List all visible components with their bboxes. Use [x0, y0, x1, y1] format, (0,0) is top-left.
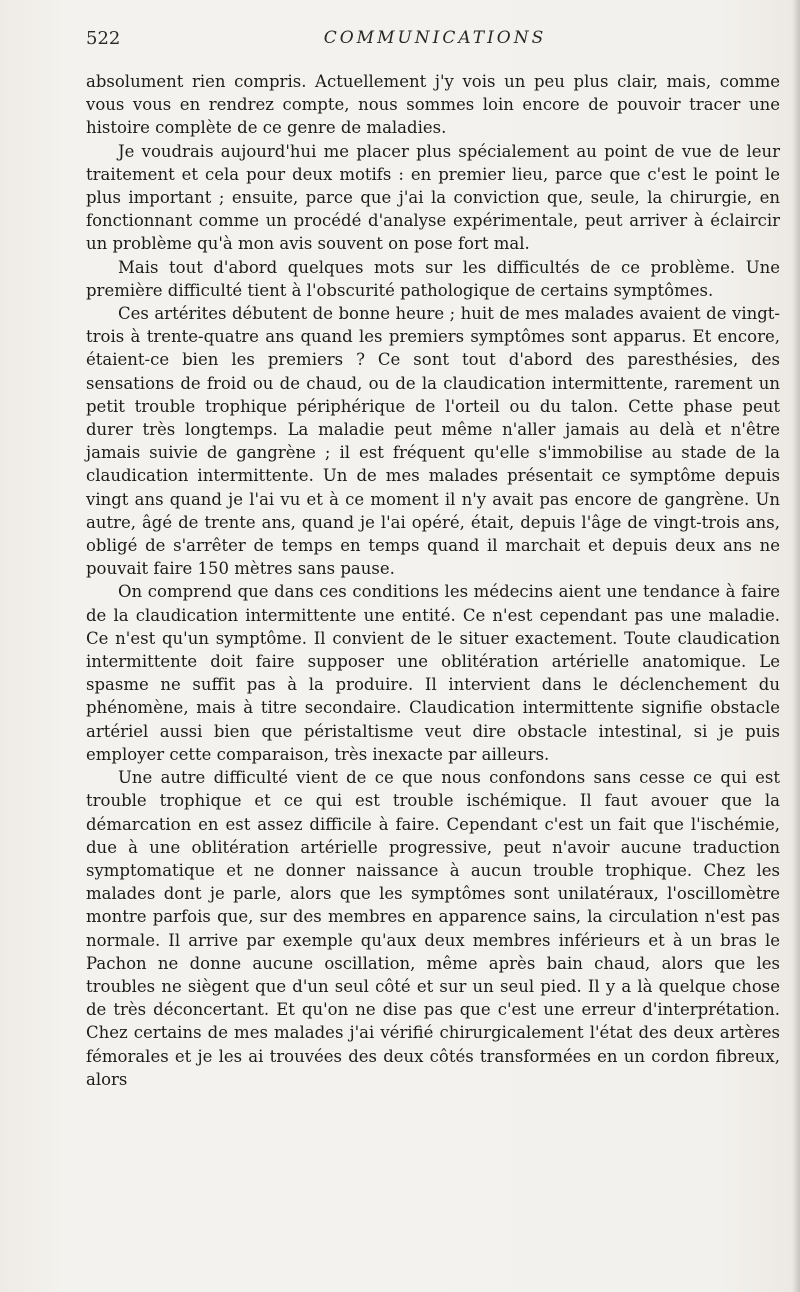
body-text — [86, 70, 780, 1091]
header-title: COMMUNICATIONS — [323, 28, 547, 48]
paragraph-continuation: absolument rien compris. Actuellement j'y vois un peu plus clair, mais, comme vous vous en rendrez compte, nous sommes loin encore de pouvoir tracer une histoire complète de ce genre de maladies. — [86, 72, 780, 138]
paragraph: Mais tout d'abord quelques mots sur les difficultés de ce problème. Une première difficulté tient à l'obscurité pathologique de certains symptômes. — [86, 257, 780, 300]
page-edge-shadow — [792, 0, 800, 1292]
paragraph: Une autre difficulté vient de ce que nous confondons sans cesse ce qui est trouble trophique et ce qui est trouble ischémique. Il faut avouer que la démarcation en est assez difficile à faire. Cependant c'est un fait que l'ischémie, due à une oblitération artérielle progressive, peut n'avoir aucune traduction symptomatique et ne donner naissance à aucun trouble trophique. Chez les malades dont je parle, alors que les symptômes sont unilatéraux, l'oscillomètre montre parfois que, sur des membres en apparence sains, la circulation n'est pas normale. Il arrive par exemple qu'aux deux membres inférieurs et à un bras le Pachon ne donne aucune oscillation, même après bain chaud, alors que les troubles ne siègent que d'un seul côté et sur un seul pied. Il y a là quelque chose de très déconcertant. Et qu'on ne dise pas que c'est une erreur d'interprétation. Chez certains de mes malades j'ai vérifié chirurgicalement l'état des deux artères fémorales et je les ai trouvées des deux côtés transformées en un cordon fibreux, alors — [86, 768, 780, 1089]
paragraph: On comprend que dans ces conditions les médecins aient une tendance à faire de la claudication intermittente une entité. Ce n'est cependant pas une maladie. Ce n'est qu'un symptôme. Il convient de le situer exactement. Toute claudication intermittente doit faire supposer une oblitération artérielle anatomique. Le spasme ne suffit pas à la produire. Il intervient dans le déclenchement du phénomène, mais à titre secondaire. Claudication intermittente signifie obstacle artériel aussi bien que péristaltisme veut dire obstacle intestinal, si je puis employer cette comparaison, très inexacte par ailleurs. — [86, 582, 780, 764]
page-number: 522 — [86, 28, 121, 49]
paragraph: Je voudrais aujourd'hui me placer plus spécialement au point de vue de leur traitement et cela pour deux motifs : en premier lieu, parce que c'est le point le plus important ; ensuite, parce que j'ai la conviction que, seule, la chirurgie, en fonctionnant comme un procédé d'analyse expérimentale, peut arriver à éclaircir un problème qu'à mon avis souvent on pose fort mal. — [86, 141, 780, 254]
paragraph: Ces artérites débutent de bonne heure ; huit de mes malades avaient de vingt-trois à trente-quatre ans quand les premiers symptômes sont apparus. Et encore, étaient-ce bien les premiers ? Ce sont tout d'abord des paresthésies, des sensations de froid ou de chaud, ou de la claudication intermittente, rarement un petit trouble trophique périphérique de l'orteil ou du talon. Cette phase peut durer très longtemps. La maladie peut même n'aller jamais au delà et n'être jamais suivie de gangrène ; il est fréquent qu'elle s'immobilise au stade de la claudication intermittente. Un de mes malades présentait ce symptôme depuis vingt ans quand je l'ai vu et à ce moment il n'y avait pas encore de gangrène. Un autre, âgé de trente ans, quand je l'ai opéré, était, depuis l'âge de vingt-trois ans, obligé de s'arrêter de temps en temps quand il marchait et depuis deux ans ne pouvait faire 150 mètres sans pause. — [86, 304, 780, 579]
running-head — [86, 28, 784, 54]
